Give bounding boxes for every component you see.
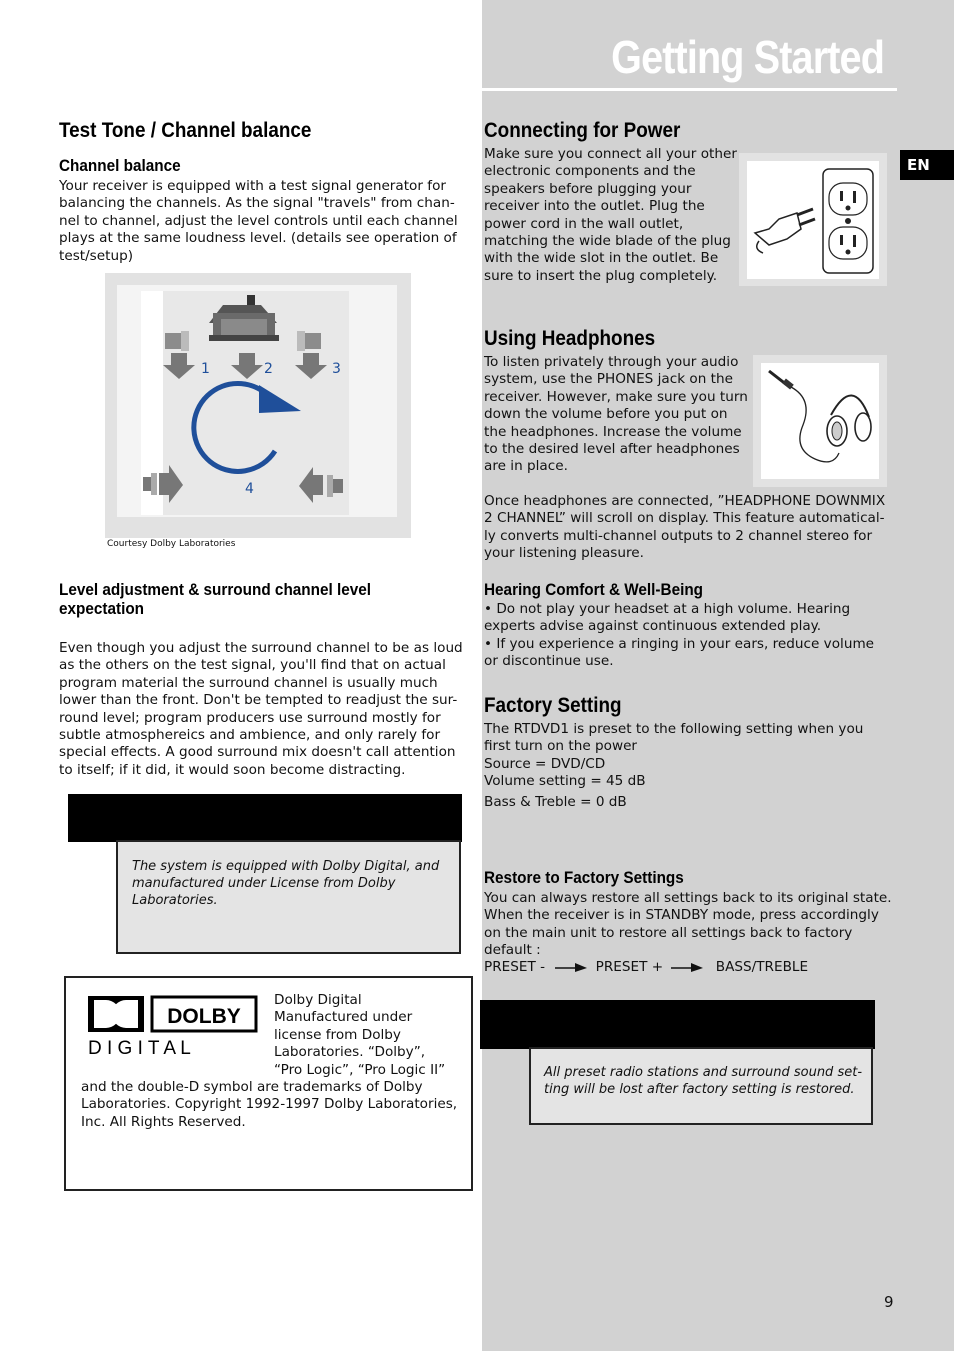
hearing-comfort-text: • Do not play your headset at a high volume. Hearing experts advise against continuous extended play. • If you experience a ringing in your ears, reduce volume or discontinue use. [484, 601, 875, 670]
page-number: 9 [884, 1293, 894, 1311]
language-tab: EN [900, 150, 954, 180]
heading-using-headphones: Using Headphones [484, 327, 656, 350]
channel-label-1: 1 [201, 361, 210, 377]
speaker-diagram [105, 273, 411, 538]
restore-note-header-bar [480, 1000, 875, 1049]
heading-factory-setting: Factory Setting [484, 694, 622, 717]
headphones-downmix-text: Once headphones are connected, ”HEADPHONE DOWNMIX 2 CHANNEL” will scroll on display. This feature automatical- ly converts multi-channel outputs to 2 channel stereo for your listening pleasure. [484, 493, 886, 562]
arrow-right-icon [555, 961, 589, 973]
heading-hearing-comfort: Hearing Comfort & Well-Being [484, 580, 704, 599]
heading-restore-factory: Restore to Factory Settings [484, 868, 684, 887]
key-bass-treble: BASS/TREBLE [715, 959, 809, 975]
diagram-caption: Courtesy Dolby Laboratories [107, 539, 236, 549]
restore-factory-text: You can always restore all settings back to its original state. When the receiver is in STANDBY mode, press accordingly on the main unit to restore all settings back to factory default : [484, 890, 892, 959]
dolby-note-box [116, 840, 461, 954]
heading-connecting-power: Connecting for Power [484, 119, 681, 142]
channel-label-2: 2 [264, 361, 273, 377]
speaker-diagram-graphic [105, 273, 411, 538]
restore-note-text: All preset radio stations and surround sound set- ting will be lost after factory setting is restored. [544, 1065, 863, 1097]
connecting-power-text: Make sure you connect all your other electronic components and the speakers before plugging your receiver into the outlet. Plug the power cord in the wall outlet, matching the wide blade of the plug with the wide slot in the outlet. Be sure to insert the plug completely. [484, 146, 737, 284]
dolby-note-text: The system is equipped with Dolby Digital, and manufactured under License from Dolby Laboratories. [132, 859, 440, 908]
heading-channel-balance: Channel balance [59, 156, 181, 175]
restore-key-sequence [484, 959, 894, 976]
factory-setting-text: The RTDVD1 is preset to the following setting when you first turn on the power Source = DVD/CD Volume setting = 45 dB Bass & Treble = 0 dB [484, 721, 864, 810]
headphones-illustration [753, 355, 887, 487]
page-title: Getting Started [611, 31, 884, 83]
key-preset-minus: PRESET - [484, 959, 545, 975]
dolby-license-full-text: and the double-D symbol are trademarks of Dolby Laboratories. Copyright 1992-1997 Dolby Laboratories, Inc. All Rights Reserved. [81, 1079, 458, 1130]
dolby-digital-logo [86, 994, 258, 1056]
power-outlet-illustration [739, 153, 887, 286]
note-header-bar [68, 794, 462, 842]
channel-label-3: 3 [332, 361, 341, 377]
section-title-test-tone: Test Tone / Channel balance [59, 119, 312, 142]
svg-text:DOLBY: DOLBY [167, 1005, 241, 1028]
title-rule [482, 88, 897, 91]
heading-level-adjustment: Level adjustment & surround channel level expectation [59, 580, 372, 618]
headphones-icon [753, 355, 887, 487]
level-adjustment-text: Even though you adjust the surround channel to be as loud as the others on the test signal, you'll find that on actual program material the surround channel is usually much lower than the front. Don't be tempted to readjust the sur- round level; program producers use surround mostly for subtle atmosphereics and ambience, and only rarely for special effects. A good surround mix doesn't call attention to itself; if it did, it would soon become distracting. [59, 640, 463, 778]
restore-note-box [529, 1047, 873, 1125]
channel-balance-text: Your receiver is equipped with a test signal generator for balancing the channels. As the signal "travels" from chan- nel to channel, adjust the level controls until each channel plays at the same loudness level. (details see operation of test/setup) [59, 178, 458, 264]
svg-text:D I G I T A L: D I G I T A L [88, 1038, 191, 1056]
double-d-logo-icon [86, 994, 258, 1056]
dolby-license-box [64, 976, 473, 1191]
channel-label-4: 4 [245, 481, 254, 497]
dolby-license-side-text: Dolby Digital Manufactured under license from Dolby Laboratories. “Dolby”, “Pro Logic”, “Pro Logic II” [274, 992, 446, 1078]
headphones-text: To listen privately through your audio system, use the PHONES jack on the receiver. However, make sure you turn down the volume before you put on the headphones. Increase the volume to the desired level after headphones are in place. [484, 354, 748, 475]
plug-outlet-icon [739, 153, 887, 286]
arrow-right-icon [671, 961, 705, 973]
key-preset-plus: PRESET + [595, 959, 664, 975]
